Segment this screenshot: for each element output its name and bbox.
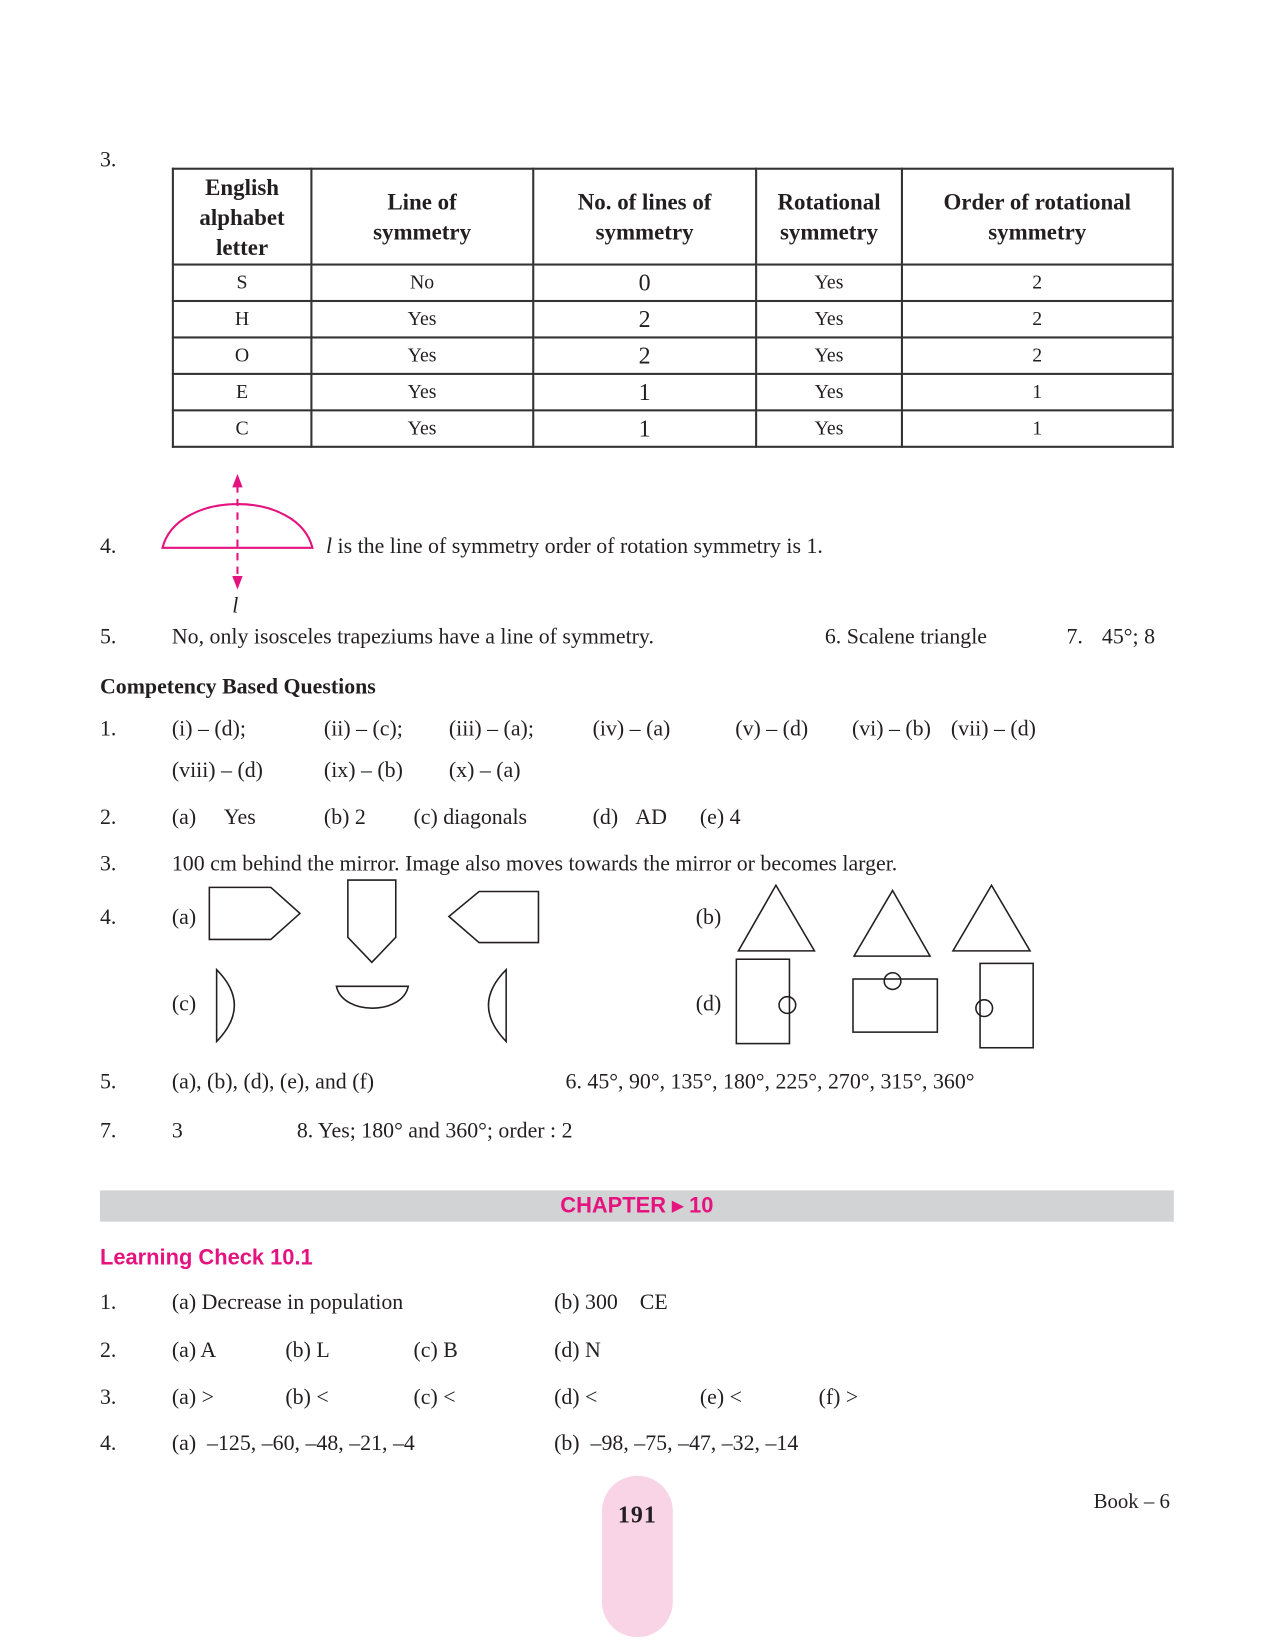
cq2-a-answer: Yes <box>223 804 256 830</box>
table-header: Rotational symmetry <box>756 169 902 265</box>
cq4-a-label: (a) <box>171 904 197 930</box>
cell: 2 <box>533 337 756 373</box>
triangle <box>953 885 1030 951</box>
cell: 1 <box>533 410 756 446</box>
cell: Yes <box>756 374 902 410</box>
cell: Yes <box>756 265 902 301</box>
cell: Yes <box>311 410 533 446</box>
lc4-b: (b) –98, –75, –47, –32, –14 <box>554 1429 799 1455</box>
q4-text: is the line of symmetry order of rotation symmetry is 1. <box>332 533 823 559</box>
lc3-e: (e) < <box>699 1384 742 1410</box>
cq3-answer: 100 cm behind the mirror. Image also moves towards the mirror or becomes larger. <box>171 850 898 876</box>
lc3-b: (b) < <box>285 1384 329 1410</box>
chapter-bar <box>100 1190 1174 1221</box>
cell: Yes <box>756 301 902 337</box>
cq1-item: (iii) – (a); <box>448 715 534 741</box>
rectangle-with-circle <box>736 959 789 1043</box>
cq3-number: 3. <box>99 850 117 876</box>
half-disc-down <box>336 986 408 1008</box>
cq4-number: 4. <box>99 904 117 930</box>
cell: Yes <box>756 337 902 373</box>
cq2-c: (c) diagonals <box>413 804 528 830</box>
cq2-a: (a) <box>171 804 197 830</box>
cq6-answer: 6. 45°, 90°, 135°, 180°, 225°, 270°, 315°, 360° <box>565 1068 975 1094</box>
cell: E <box>173 374 311 410</box>
cq1-item: (x) – (a) <box>448 757 521 783</box>
cell: No <box>311 265 533 301</box>
q7-answer: 45°; 8 <box>1101 623 1156 649</box>
q6-answer: 6. Scalene triangle <box>824 623 988 649</box>
cell: Yes <box>311 301 533 337</box>
lc1-a: (a) Decrease in population <box>171 1289 404 1315</box>
competency-heading: Competency Based Questions <box>99 673 376 699</box>
cq1-item: (ix) – (b) <box>323 757 403 783</box>
cq1-item: (viii) – (d) <box>171 757 263 783</box>
cell: 1 <box>902 374 1173 410</box>
cell: Yes <box>756 410 902 446</box>
lc3-a: (a) > <box>171 1384 214 1410</box>
triangle <box>738 885 814 951</box>
q4-answer <box>326 532 823 559</box>
cell: 0 <box>533 265 756 301</box>
cell: Yes <box>311 374 533 410</box>
cq1-number: 1. <box>99 715 117 741</box>
cell: 2 <box>902 265 1173 301</box>
cell: 2 <box>902 301 1173 337</box>
lc2-number: 2. <box>99 1337 117 1363</box>
cq2-d-answer: AD <box>635 804 667 830</box>
cq7-number: 7. <box>99 1117 117 1143</box>
cq8-answer: 8. Yes; 180° and 360°; order : 2 <box>296 1117 573 1143</box>
axis-label: l <box>232 592 239 618</box>
cell: Yes <box>311 337 533 373</box>
cell: 1 <box>533 374 756 410</box>
table-header: English alphabet letter <box>173 169 311 265</box>
chapter-title: CHAPTER ▸ 10 <box>560 1193 714 1218</box>
l-italic: l <box>325 533 333 559</box>
cq2-b: (b) 2 <box>323 804 366 830</box>
cq7-answer: 3 <box>171 1117 183 1143</box>
triangle <box>854 890 930 956</box>
pentagon-left <box>449 892 539 943</box>
half-disc-right <box>217 970 235 1042</box>
cq1-item: (v) – (d) <box>735 715 809 741</box>
table-header: No. of lines of symmetry <box>533 169 756 265</box>
cell: O <box>173 337 311 373</box>
lc2-d: (d) N <box>554 1337 601 1363</box>
cq1-item: (vi) – (b) <box>851 715 931 741</box>
pentagon-down <box>348 880 396 962</box>
cq4-c-label: (c) <box>171 990 197 1016</box>
cell: 1 <box>902 410 1173 446</box>
lc2-c: (c) B <box>413 1337 458 1363</box>
cell: H <box>173 301 311 337</box>
page-number: 191 <box>617 1501 657 1528</box>
cq2-number: 2. <box>99 804 117 830</box>
lc1-b: (b) 300 CE <box>554 1289 668 1315</box>
cell: S <box>173 265 311 301</box>
q5-number: 5. <box>99 623 117 649</box>
lc3-f: (f) > <box>818 1384 859 1410</box>
rectangle-with-circle <box>980 963 1033 1047</box>
learning-check-heading: Learning Check 10.1 <box>99 1245 313 1270</box>
table-header: Line of symmetry <box>311 169 533 265</box>
lc2-b: (b) L <box>285 1337 330 1363</box>
page-number-tab <box>602 1476 673 1637</box>
cq1-item: (ii) – (c); <box>323 715 403 741</box>
lc4-number: 4. <box>99 1429 117 1455</box>
cq1-item: (vii) – (d) <box>950 715 1036 741</box>
q7-number: 7. <box>1066 623 1083 649</box>
book-label: Book – 6 <box>1093 1490 1170 1514</box>
lc1-number: 1. <box>99 1289 117 1315</box>
cell: 2 <box>533 301 756 337</box>
cell: C <box>173 410 311 446</box>
cq1-item: (i) – (d); <box>171 715 246 741</box>
cq5-number: 5. <box>99 1068 117 1094</box>
lc3-number: 3. <box>99 1384 117 1410</box>
cell: 2 <box>902 337 1173 373</box>
cq2-d: (d) <box>592 804 619 830</box>
table-header: Order of rotational symmetry <box>902 169 1173 265</box>
rectangle-with-circle <box>853 979 937 1032</box>
lc4-a: (a) –125, –60, –48, –21, –4 <box>171 1429 415 1455</box>
lc3-c: (c) < <box>413 1384 456 1410</box>
cq5-answer: (a), (b), (d), (e), and (f) <box>171 1068 375 1094</box>
semicircle-figure <box>162 474 312 590</box>
pentagon-right <box>209 887 300 939</box>
cq4-b-label: (b) <box>695 904 722 930</box>
cq4-d-label: (d) <box>695 990 722 1016</box>
q5-answer: No, only isosceles trapeziums have a line of symmetry. <box>171 623 654 649</box>
q3-number: 3. <box>99 146 117 172</box>
q4-number: 4. <box>99 533 117 559</box>
lc2-a: (a) A <box>171 1337 217 1363</box>
lc3-d: (d) < <box>554 1384 598 1410</box>
cq1-item: (iv) – (a) <box>592 715 671 741</box>
half-disc-left <box>488 970 506 1042</box>
cq2-e: (e) 4 <box>699 804 741 830</box>
